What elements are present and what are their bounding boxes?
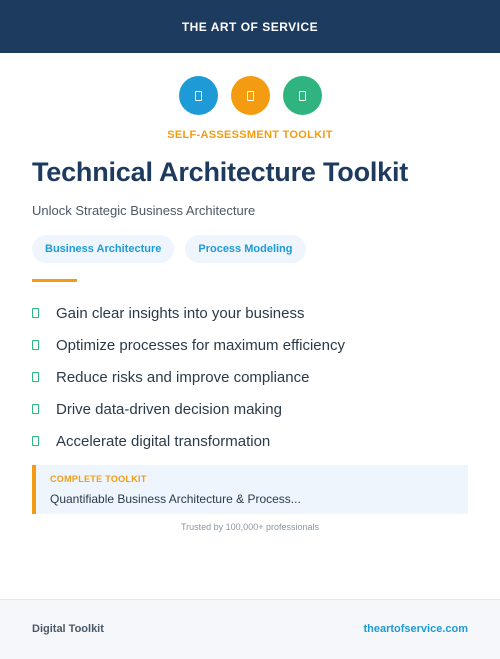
benefit-item	[32, 297, 345, 329]
tag-list	[32, 235, 306, 263]
benefit-list	[32, 297, 345, 457]
accent-divider	[32, 279, 77, 282]
benefit-item	[32, 361, 345, 393]
document-icon-blue	[179, 76, 218, 115]
tag-process-modeling: Process Modeling	[185, 235, 305, 263]
document-icon-orange	[231, 76, 270, 115]
benefit-item	[32, 329, 345, 361]
document-icon	[299, 91, 306, 101]
footer-website-link[interactable]: theartofservice.com	[363, 623, 468, 635]
benefit-text: Gain clear insights into your business	[56, 304, 305, 322]
trusted-note: Trusted by 100,000+ professionals	[180, 522, 319, 532]
document-icon	[195, 91, 202, 101]
benefit-text: Accelerate digital transformation	[56, 432, 271, 450]
check-icon	[32, 372, 39, 382]
eyebrow-label: SELF-ASSESSMENT TOOLKIT	[167, 129, 333, 141]
callout-label: COMPLETE TOOLKIT	[50, 474, 147, 484]
check-icon	[32, 436, 39, 446]
document-icon-green	[283, 76, 322, 115]
page-subtitle: Unlock Strategic Business Architecture	[32, 203, 256, 218]
tag-business-architecture: Business Architecture	[32, 235, 174, 263]
check-icon	[32, 340, 39, 350]
brand-title: THE ART OF SERVICE	[181, 19, 319, 34]
callout-text: Quantifiable Business Architecture & Process...	[50, 492, 301, 506]
check-icon	[32, 404, 39, 414]
check-icon	[32, 308, 39, 318]
benefit-item	[32, 425, 345, 457]
header-bar	[0, 0, 500, 53]
benefit-text: Reduce risks and improve compliance	[56, 368, 310, 386]
benefit-text: Drive data-driven decision making	[56, 400, 282, 418]
benefit-item	[32, 393, 345, 425]
complete-toolkit-callout	[32, 465, 468, 514]
footer-bar	[0, 599, 500, 659]
icon-row	[0, 76, 500, 115]
benefit-text: Optimize processes for maximum efficiency	[56, 336, 345, 354]
document-icon	[247, 91, 254, 101]
page-title: Technical Architecture Toolkit	[32, 157, 409, 187]
footer-label: Digital Toolkit	[32, 623, 104, 635]
